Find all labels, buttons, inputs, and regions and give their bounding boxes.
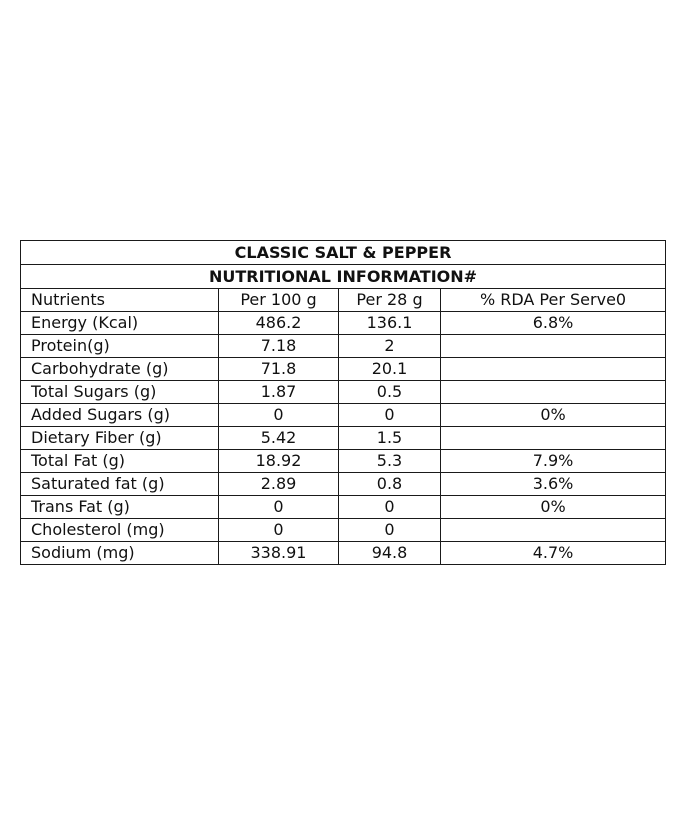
nutrient-name: Trans Fat (g) bbox=[21, 496, 219, 519]
value-rda: 3.6% bbox=[441, 473, 666, 496]
title-row bbox=[21, 241, 666, 265]
nutrient-row bbox=[21, 473, 666, 496]
value-per-28g: 0.5 bbox=[339, 381, 441, 404]
nutrient-row bbox=[21, 450, 666, 473]
nutrient-row bbox=[21, 358, 666, 381]
subtitle-row bbox=[21, 265, 666, 289]
nutrient-name: Sodium (mg) bbox=[21, 542, 219, 565]
value-per-100g: 0 bbox=[219, 496, 339, 519]
value-per-28g: 5.3 bbox=[339, 450, 441, 473]
value-per-100g: 1.87 bbox=[219, 381, 339, 404]
column-header-per-28g: Per 28 g bbox=[339, 289, 441, 312]
value-per-100g: 0 bbox=[219, 404, 339, 427]
value-rda: 6.8% bbox=[441, 312, 666, 335]
value-per-100g: 486.2 bbox=[219, 312, 339, 335]
nutrient-row bbox=[21, 404, 666, 427]
nutrition-table bbox=[20, 240, 666, 565]
value-per-100g: 338.91 bbox=[219, 542, 339, 565]
value-rda: 7.9% bbox=[441, 450, 666, 473]
column-header-row bbox=[21, 289, 666, 312]
nutrient-name: Total Sugars (g) bbox=[21, 381, 219, 404]
value-rda bbox=[441, 381, 666, 404]
value-per-28g: 0 bbox=[339, 496, 441, 519]
value-per-28g: 20.1 bbox=[339, 358, 441, 381]
column-header-nutrients: Nutrients bbox=[21, 289, 219, 312]
nutrient-row bbox=[21, 312, 666, 335]
value-per-100g: 5.42 bbox=[219, 427, 339, 450]
nutrient-name: Added Sugars (g) bbox=[21, 404, 219, 427]
value-rda: 4.7% bbox=[441, 542, 666, 565]
value-per-100g: 2.89 bbox=[219, 473, 339, 496]
nutrient-name: Saturated fat (g) bbox=[21, 473, 219, 496]
value-rda bbox=[441, 358, 666, 381]
column-header-rda: % RDA Per Serve0 bbox=[441, 289, 666, 312]
nutrient-row bbox=[21, 496, 666, 519]
nutrient-name: Total Fat (g) bbox=[21, 450, 219, 473]
nutrient-name: Dietary Fiber (g) bbox=[21, 427, 219, 450]
value-rda bbox=[441, 427, 666, 450]
nutrient-row bbox=[21, 519, 666, 542]
value-per-28g: 1.5 bbox=[339, 427, 441, 450]
nutrient-name: Cholesterol (mg) bbox=[21, 519, 219, 542]
value-rda: 0% bbox=[441, 404, 666, 427]
nutrient-row bbox=[21, 335, 666, 358]
value-per-28g: 0 bbox=[339, 519, 441, 542]
nutrient-name: Carbohydrate (g) bbox=[21, 358, 219, 381]
value-per-28g: 94.8 bbox=[339, 542, 441, 565]
value-per-100g: 71.8 bbox=[219, 358, 339, 381]
value-per-28g: 0.8 bbox=[339, 473, 441, 496]
product-title: CLASSIC SALT & PEPPER bbox=[21, 241, 666, 265]
value-per-28g: 136.1 bbox=[339, 312, 441, 335]
nutrition-heading: NUTRITIONAL INFORMATION# bbox=[21, 265, 666, 289]
nutrient-name: Protein(g) bbox=[21, 335, 219, 358]
value-rda: 0% bbox=[441, 496, 666, 519]
value-rda bbox=[441, 519, 666, 542]
value-per-100g: 7.18 bbox=[219, 335, 339, 358]
value-per-100g: 18.92 bbox=[219, 450, 339, 473]
nutrient-name: Energy (Kcal) bbox=[21, 312, 219, 335]
nutrient-row bbox=[21, 542, 666, 565]
value-rda bbox=[441, 335, 666, 358]
value-per-28g: 2 bbox=[339, 335, 441, 358]
column-header-per-100g: Per 100 g bbox=[219, 289, 339, 312]
value-per-100g: 0 bbox=[219, 519, 339, 542]
nutrient-row bbox=[21, 427, 666, 450]
nutrient-row bbox=[21, 381, 666, 404]
value-per-28g: 0 bbox=[339, 404, 441, 427]
